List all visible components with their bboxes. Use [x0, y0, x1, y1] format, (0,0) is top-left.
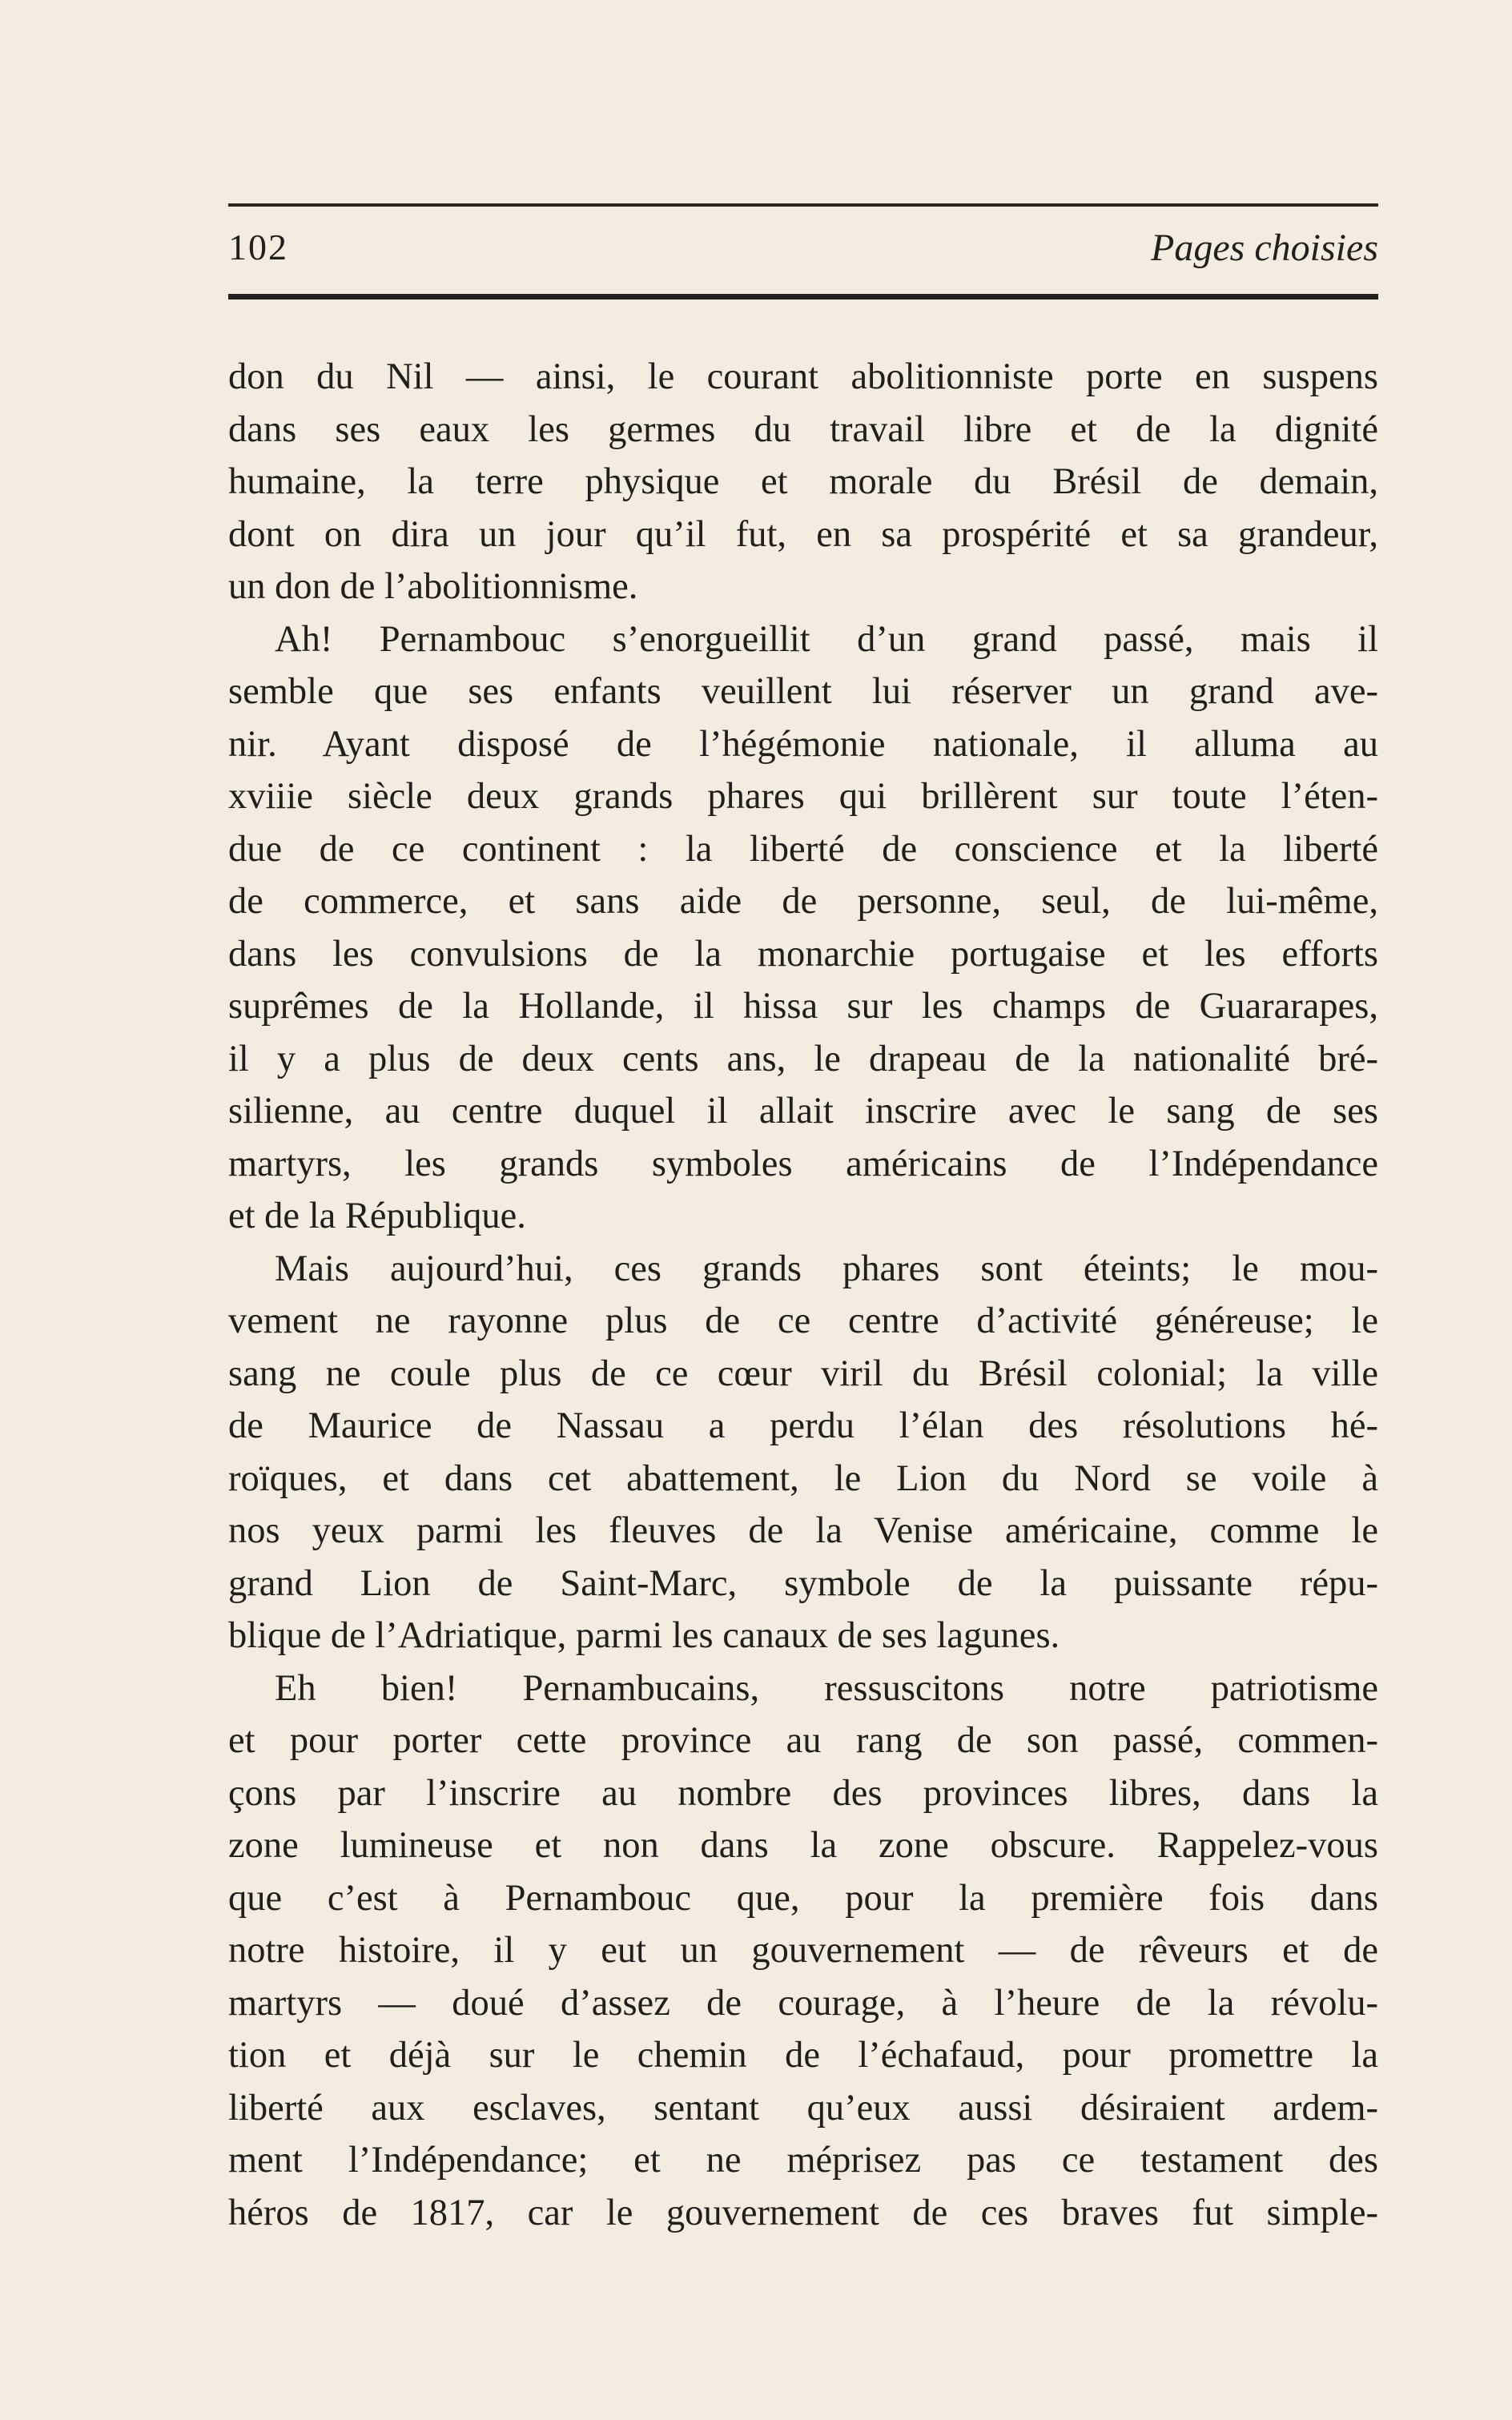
page-number: 102 [228, 227, 288, 267]
text-line: xviiie siècle deux grands phares qui brillèrent sur toute l’éten- [228, 776, 1378, 817]
text-line: nos yeux parmi les fleuves de la Venise américaine, comme le [228, 1510, 1378, 1551]
text-line: Eh bien! Pernambucains, ressuscitons notre patriotisme [275, 1667, 1378, 1709]
text-line: dans ses eaux les germes du travail libre et de la dignité [228, 408, 1378, 450]
text-line: çons par l’inscrire au nombre des provinces libres, dans la [228, 1772, 1378, 1814]
text-line: Mais aujourd’hui, ces grands phares sont éteints; le mou- [275, 1248, 1378, 1289]
text-line: dont on dira un jour qu’il fut, en sa prospérité et sa grandeur, [228, 513, 1378, 555]
text-line: liberté aux esclaves, sentant qu’eux aussi désiraient ardem- [228, 2087, 1378, 2129]
header-top-rule [228, 203, 1378, 207]
text-line: un don de l’abolitionnisme. [228, 566, 638, 607]
text-line: due de ce continent : la liberté de conscience et la liberté [228, 828, 1378, 870]
text-line: tion et déjà sur le chemin de l’échafaud, pour promettre la [228, 2035, 1378, 2076]
text-line: ment l’Indépendance; et ne méprisez pas ce testament des [228, 2140, 1378, 2181]
text-line: roïques, et dans cet abattement, le Lion du Nord se voile à [228, 1457, 1378, 1499]
text-line: sang ne coule plus de ce cœur viril du Brésil colonial; la ville [228, 1353, 1378, 1394]
text-line: Ah! Pernambouc s’enorgueillit d’un grand passé, mais il [275, 618, 1378, 660]
text-line: semble que ses enfants veuillent lui réserver un grand ave- [228, 671, 1378, 712]
text-line: blique de l’Adriatique, parmi les canaux de ses lagunes. [228, 1615, 1060, 1656]
text-line: que c’est à Pernambouc que, pour la première fois dans [228, 1877, 1378, 1919]
body-text [228, 351, 1378, 2239]
text-line: zone lumineuse et non dans la zone obscure. Rappelez-vous [228, 1825, 1378, 1866]
text-line: de commerce, et sans aide de personne, seul, de lui-même, [228, 881, 1378, 922]
text-line: héros de 1817, car le gouvernement de ces braves fut simple- [228, 2192, 1378, 2233]
text-line: nir. Ayant disposé de l’hégémonie nationale, il alluma au [228, 723, 1378, 765]
header-bottom-rule [228, 294, 1378, 299]
text-line: grand Lion de Saint-Marc, symbole de la puissante répu- [228, 1562, 1378, 1604]
text-line: vement ne rayonne plus de ce centre d’activité généreuse; le [228, 1300, 1378, 1341]
text-line: humaine, la terre physique et morale du Brésil de demain, [228, 461, 1378, 502]
text-line: de Maurice de Nassau a perdu l’élan des résolutions hé- [228, 1405, 1378, 1446]
text-line: et pour porter cette province au rang de son passé, commen- [228, 1720, 1378, 1761]
text-line: et de la République. [228, 1196, 526, 1236]
text-line: suprêmes de la Hollande, il hissa sur les champs de Guararapes, [228, 986, 1378, 1027]
running-head [228, 226, 1378, 282]
text-line: dans les convulsions de la monarchie portugaise et les efforts [228, 933, 1378, 975]
text-line: martyrs, les grands symboles américains de l’Indépendance [228, 1143, 1378, 1184]
text-line: notre histoire, il y eut un gouvernement — de rêveurs et de [228, 1930, 1378, 1971]
running-title: Pages choisies [1151, 227, 1378, 269]
text-line: martyrs — doué d’assez de courage, à l’heure de la révolu- [228, 1982, 1378, 2024]
text-line: silienne, au centre duquel il allait inscrire avec le sang de ses [228, 1091, 1378, 1132]
text-line: il y a plus de deux cents ans, le drapeau de la nationalité bré- [228, 1038, 1378, 1079]
text-line: don du Nil — ainsi, le courant abolitionniste porte en suspens [228, 356, 1378, 397]
